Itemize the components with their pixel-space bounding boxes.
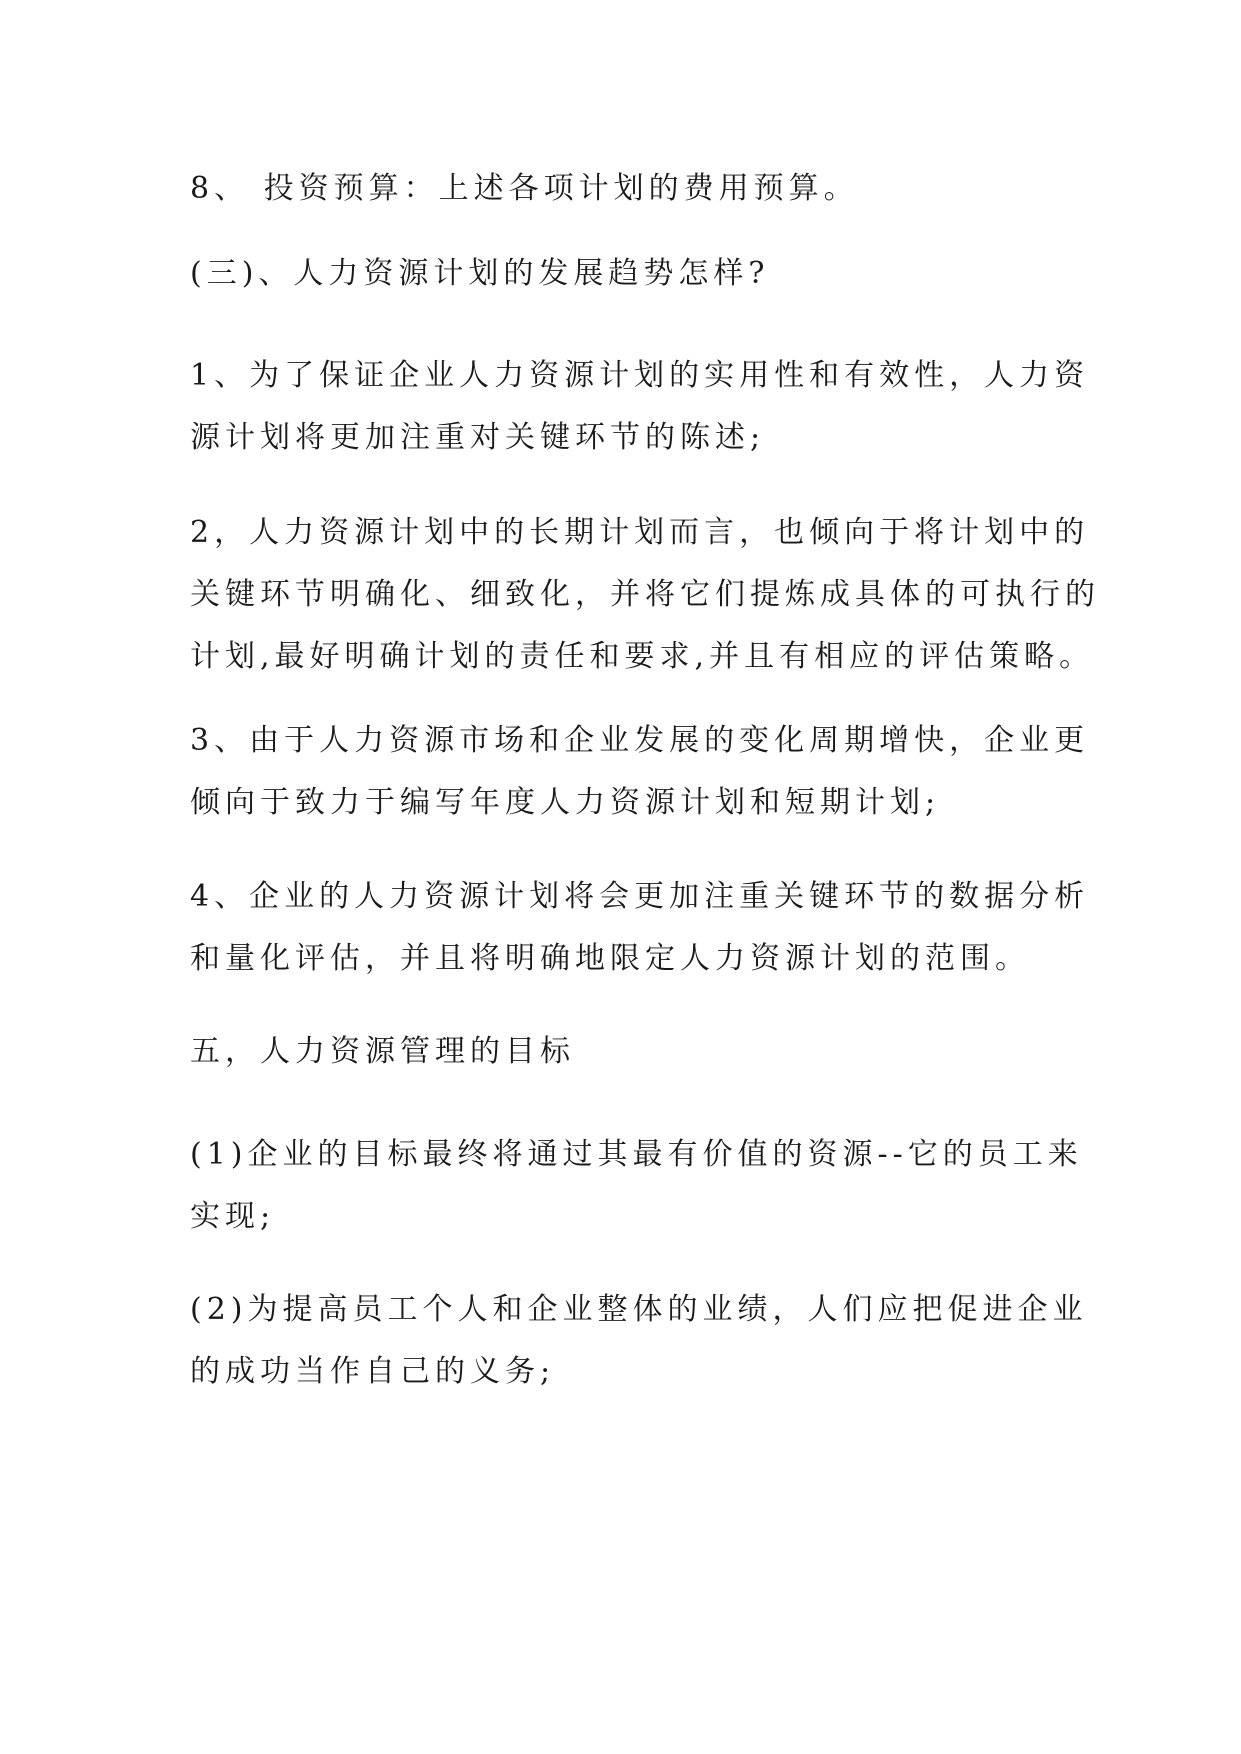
text-line: 倾向于致力于编写年度人力资源计划和短期计划; (190, 785, 941, 820)
paragraph-trend-1 (190, 345, 1090, 469)
paragraph-trend-4 (190, 866, 1090, 990)
text-line: 关键环节明确化、细致化，并将它们提炼成具体的可执行的 (190, 577, 1100, 612)
paragraph-goal-1 (190, 1124, 1083, 1248)
text-line: 3、由于人力资源市场和企业发展的变化周期增快，企业更 (190, 723, 1090, 758)
paragraph-trend-2 (190, 502, 1100, 688)
paragraph-goal-2 (190, 1279, 1088, 1403)
section-heading-trends (190, 243, 1060, 305)
paragraph-item-8 (190, 158, 1060, 220)
text-line: 的成功当作自己的义务; (190, 1354, 556, 1389)
section-heading-goals (190, 1021, 1060, 1083)
text-line: (1)企业的目标最终将通过其最有价值的资源--它的员工来 (190, 1137, 1083, 1172)
text-line: (2)为提高员工个人和企业整体的业绩，人们应把促进企业 (190, 1292, 1088, 1327)
text-line: 2，人力资源计划中的长期计划而言，也倾向于将计划中的 (190, 515, 1090, 550)
text-line: 五，人力资源管理的目标 (190, 1034, 575, 1069)
text-line: (三)、人力资源计划的发展趋势怎样? (190, 256, 770, 291)
text-line: 4、企业的人力资源计划将会更加注重关键环节的数据分析 (190, 879, 1090, 914)
text-line: 1、为了保证企业人力资源计划的实用性和有效性，人力资 (190, 358, 1090, 393)
paragraph-trend-3 (190, 710, 1090, 834)
text-line: 8、 投资预算：上述各项计划的费用预算。 (190, 171, 859, 206)
text-line: 源计划将更加注重对关键环节的陈述; (190, 420, 766, 455)
text-line: 实现; (190, 1199, 276, 1234)
text-line: 和量化评估，并且将明确地限定人力资源计划的范围。 (190, 941, 1030, 976)
text-line: 计划,最好明确计划的责任和要求,并且有相应的评估策略。 (190, 639, 1095, 674)
